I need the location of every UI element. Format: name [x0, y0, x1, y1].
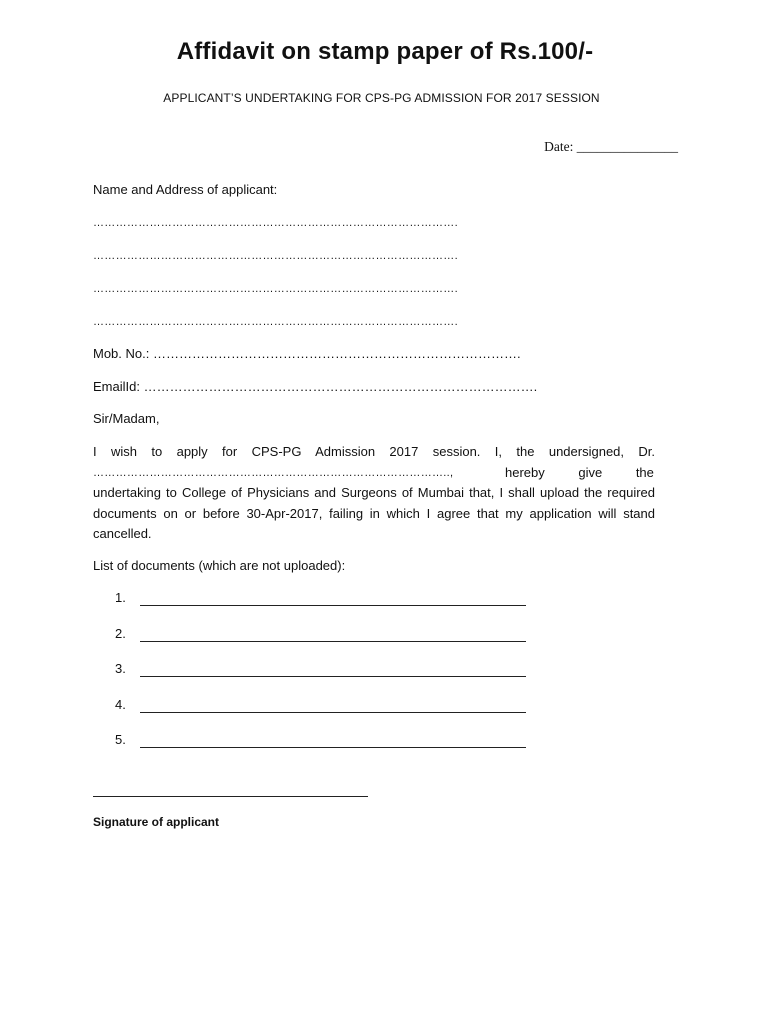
- signature-label: Signature of applicant: [93, 815, 220, 829]
- paragraph-line-2: [93, 463, 655, 484]
- documents-list-label: List of documents (which are not uploaded):: [93, 558, 346, 573]
- list-item-number: 2.: [115, 625, 126, 641]
- address-line-2: …………………………………………………………………………………….: [93, 250, 458, 262]
- blank-line: [140, 712, 526, 713]
- document-subtitle: APPLICANT’S UNDERTAKING FOR CPS-PG ADMISSION FOR 2017 SESSION: [163, 91, 600, 105]
- email-field: EmailId: ……………………………………………………………………………….: [93, 379, 538, 394]
- name-address-label: Name and Address of applicant:: [93, 182, 278, 197]
- blank-line: [140, 605, 526, 606]
- blank-line: [140, 641, 526, 642]
- mobile-field: Mob. No.: ………………………………………………………………………….: [93, 346, 521, 361]
- document-title: Affidavit on stamp paper of Rs.100/-: [176, 38, 594, 65]
- list-item-number: 3.: [115, 661, 126, 676]
- salutation: Sir/Madam,: [93, 411, 160, 426]
- list-item-number: 1.: [115, 590, 126, 605]
- list-item-number: 4.: [115, 696, 126, 712]
- list-item-number: 5.: [115, 732, 126, 747]
- date-field: Date: _______________: [544, 139, 678, 154]
- paragraph-rest: undertaking to College of Physicians and Surgeons of Mumbai that, I shall upload the required documents on or before 30-Apr-2017, failing in which I agree that my application will stand cancelled.: [93, 485, 655, 541]
- signature-line: [93, 796, 368, 797]
- undertaking-paragraph: [93, 442, 655, 545]
- address-line-4: …………………………………………………………………………………….: [93, 316, 458, 328]
- address-line-3: …………………………………………………………………………………….: [93, 283, 458, 295]
- paragraph-line-2-text: hereby give the: [505, 464, 654, 480]
- doctor-name-dots: …………………………………………………………………………………..,: [93, 466, 454, 479]
- blank-line: [140, 676, 526, 677]
- address-line-1: …………………………………………………………………………………….: [93, 217, 458, 229]
- paragraph-line-1: I wish to apply for CPS-PG Admission 2017 session. I, the undersigned, Dr.: [93, 444, 655, 459]
- blank-line: [140, 747, 526, 748]
